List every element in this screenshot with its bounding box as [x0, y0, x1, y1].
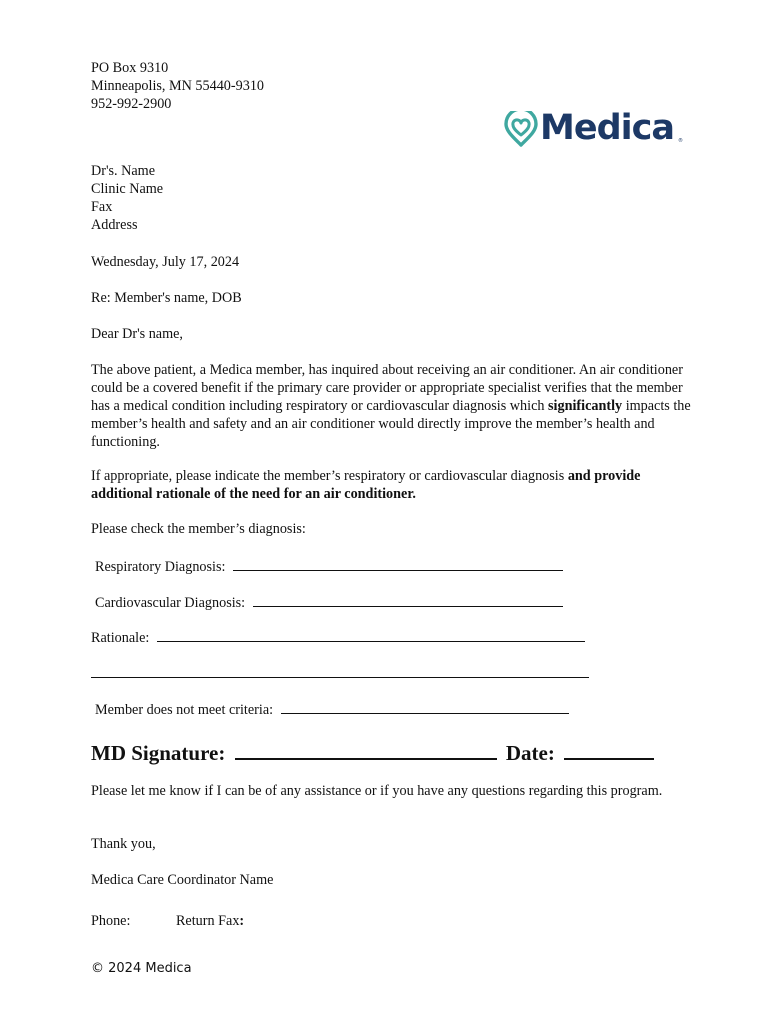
date-label: Date:	[505, 741, 555, 765]
rationale-row-2	[91, 663, 589, 683]
body-p1-emphasis: significantly	[548, 398, 623, 414]
body-paragraph-1	[91, 361, 691, 451]
rationale-row	[91, 627, 585, 647]
salutation: Dear Dr's name,	[91, 326, 183, 342]
body-p2-emphasis: and provide additional rationale of the need for an air conditioner.	[91, 468, 641, 502]
logo-trademark: ®	[678, 138, 683, 144]
cardiovascular-diagnosis-line[interactable]	[253, 592, 563, 607]
not-meet-criteria-label: Member does not meet criteria:	[95, 702, 274, 718]
rationale-label: Rationale:	[91, 630, 150, 646]
heart-location-pin-icon	[503, 111, 539, 147]
recipient-clinic: Clinic Name	[91, 181, 164, 197]
signature-row	[91, 739, 654, 766]
date-line[interactable]	[564, 739, 654, 760]
check-instruction: Please check the member’s diagnosis:	[91, 521, 306, 537]
recipient-name: Dr's. Name	[91, 163, 156, 179]
md-signature-line[interactable]	[235, 739, 497, 760]
sender-phone: 952-992-2900	[91, 96, 172, 112]
letter-date: Wednesday, July 17, 2024	[91, 254, 240, 270]
footer-copyright: © 2024 Medica	[91, 961, 192, 976]
not-meet-criteria-line[interactable]	[281, 699, 569, 714]
respiratory-diagnosis-label: Respiratory Diagnosis:	[95, 559, 226, 575]
phone-label: Phone:	[91, 913, 131, 929]
recipient-fax: Fax	[91, 199, 113, 215]
body-paragraph-2	[91, 467, 691, 503]
recipient-block	[91, 162, 163, 234]
medica-logo	[503, 108, 693, 152]
rationale-line-1[interactable]	[157, 627, 585, 642]
body-p1-text-b: impacts the member’s health and safety and an air conditioner would directly improve the member’s health and functioning.	[91, 398, 691, 450]
logo-wordmark: Medica	[540, 108, 674, 148]
re-line: Re: Member's name, DOB	[91, 290, 242, 306]
recipient-address: Address	[91, 217, 138, 233]
sender-po-box: PO Box 9310	[91, 60, 169, 76]
sender-address	[91, 59, 264, 113]
body-p1-text-a: The above patient, a Medica member, has inquired about receiving an air conditioner. An air conditioner could be a covered benefit if the primary care provider or appropriate specialist verifies that the member has a medical condition including respiratory or cardiovascular diagnosis which	[91, 362, 683, 414]
cardiovascular-diagnosis-label: Cardiovascular Diagnosis:	[95, 595, 246, 611]
respiratory-diagnosis-row	[95, 556, 563, 576]
contact-row	[91, 912, 244, 930]
cardiovascular-diagnosis-row	[95, 592, 563, 612]
sender-city: Minneapolis, MN 55440-9310	[91, 78, 265, 94]
body-p2-text: If appropriate, please indicate the member’s respiratory or cardiovascular diagnosis	[91, 468, 568, 484]
not-meet-criteria-row	[95, 699, 569, 719]
md-signature-label: MD Signature:	[91, 741, 226, 765]
respiratory-diagnosis-line[interactable]	[233, 556, 563, 571]
coordinator-name: Medica Care Coordinator Name	[91, 872, 274, 888]
return-fax-label: Return Fax	[175, 913, 240, 929]
closing-paragraph: Please let me know if I can be of any assistance or if you have any questions regarding this program.	[91, 783, 663, 799]
thanks: Thank you,	[91, 836, 156, 852]
rationale-line-2[interactable]	[91, 663, 589, 678]
return-fax-colon: :	[239, 913, 245, 929]
